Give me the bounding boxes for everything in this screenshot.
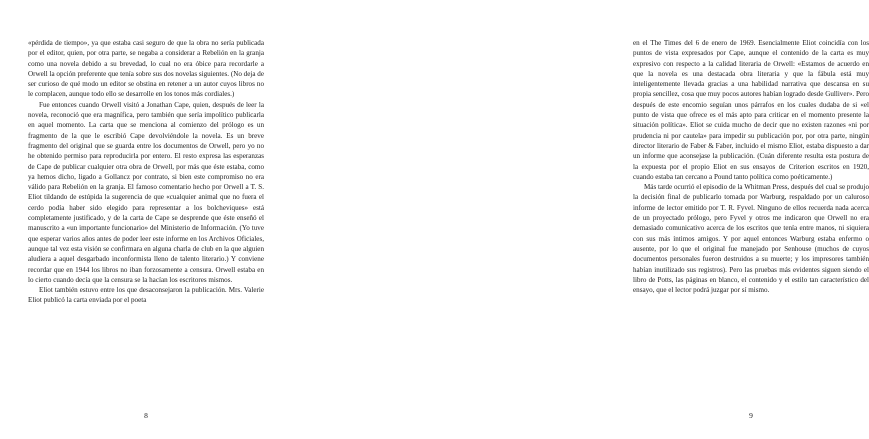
paragraph: Fue entonces cuando Orwell visitó a Jonathan Cape, quien, después de leer la novela, reconoció que era magnífica, pero también que sería impolítico publicarla en aquel momento. La carta que se menciona al comienzo del prólogo es un fragmento de la que le escribió Cape devolviéndole la novela. Es un breve fragmento del original que se guarda entre los documentos de Orwell, pero yo no he obtenido permiso para reproducirla por entero. El resto expresa las esperanzas de Cape de publicar cualquier otra obra de Orwell, por más que éste estaba, como ya hemos dicho, ligado a Gollancz por contrato, si bien este compromiso no era válido para Rebelión en la granja. El famoso comentario hecho por Orwell a T. S. Eliot tildando de estúpida la sugerencia de que «cualquier animal que no fuera el cerdo podía haber sido elegido para representar a los bolcheviques» está completamente justificado, y de la carta de Cape se desprende que éste enseñó el manuscrito a «un importante funcionario» del Ministerio de Información. (Yo tuve que esperar varios años antes de poder leer este informe en los Archivos Oficiales, aunque tal vez esta visión se confirmara en alguna charla de club en la que alguien aludiera a aquel desgarbado inconformista lleno de talento literario.) Y conviene recordar que en 1944 los libros no iban forzosamente a censura. Orwell estaba en lo cierto cuando decía que la censura se la hacían los escritores mismos. <box>28 100 264 284</box>
paragraph: en el The Times del 6 de enero de 1969. Esencialmente Eliot coincidía con los puntos de vista expresados por Cape, aunque el contenido de la carta es muy expresivo con respecto a la calidad literaria de Orwell: «Estamos de acuerdo en que la novela es una destacada obra literaria y que la fábula está muy inteligentemente llevada gracias a una habilidad narrativa que descansa en su propia sencillez, cosa que muy pocos autores habían logrado desde Gulliver». Pero después de este encomio seguían unos párrafos en los cuales dudaba de si «el punto de vista que ofrece es el más apto para criticar en el momento presente la situación política». Eliot se cuida mucho de decir que no existen razones «ni por prudencia ni por cautela» para impedir su publicación por, por otra parte, ningún director literario de Faber & Faber, incluido el mismo Eliot, estaba dispuesto a dar un informe que aconsejase la publicación. (Cuán diferente resulta esta postura de la expuesta por el propio Eliot en sus ensayos de Criterion escritos en 1920, cuando estaba tan cercano a Pound tanto política como poéticamente.) <box>633 39 869 181</box>
left-page-text <box>28 38 264 306</box>
page-number: 9 <box>749 411 753 420</box>
page-number: 8 <box>144 411 148 420</box>
paragraph: Eliot también estuvo entre los que desaconsejaron la publicación. Mrs. Valerie Eliot publicó la carta enviada por el poeta <box>28 286 264 305</box>
right-page-text <box>633 38 869 295</box>
left-page <box>0 0 300 439</box>
paragraph: Más tarde ocurrió el episodio de la Whitman Press, después del cual se produjo la decisión final de publicarlo tomada por Warburg, respaldado por un caluroso informe de lector emitido por T. R. Fyvel. Ninguno de ellos recuerda nada acerca de un proyectado prólogo, pero Fyvel y otros me indicaron que Orwell no era demasiado comunicativo acerca de los escritos que tenía entre manos, ni siquiera con sus más íntimos amigos. Y por aquel entonces Warburg estaba enfermo o ausente, por lo que el original fue manejado por Senhouse (muchos de cuyos documentos personales fueron destruidos a su muerte; y los impresores también habían inutilizado sus registros). Pero las pruebas más evidentes siguen siendo el libro de Potts, las páginas en blanco, el contenido y el estilo tan característico del ensayo, que el lector podrá juzgar por sí mismo. <box>633 183 869 295</box>
right-page <box>300 0 869 439</box>
paragraph: «pérdida de tiempo», ya que estaba casi seguro de que la obra no sería publicada por el editor, quien, por otra parte, se negaba a considerar a Rebelión en la granja como una novela debido a su brevedad, lo cual no era óbice para recordarle a Orwell la opción preferente que tenía sobre sus dos novelas siguientes. (No deja de ser curioso de qué modo un editor se obstina en retener a un autor cuyos libros no le complacen, aunque todo ello se desarrolle en los tonos más cordiales.) <box>28 39 264 99</box>
